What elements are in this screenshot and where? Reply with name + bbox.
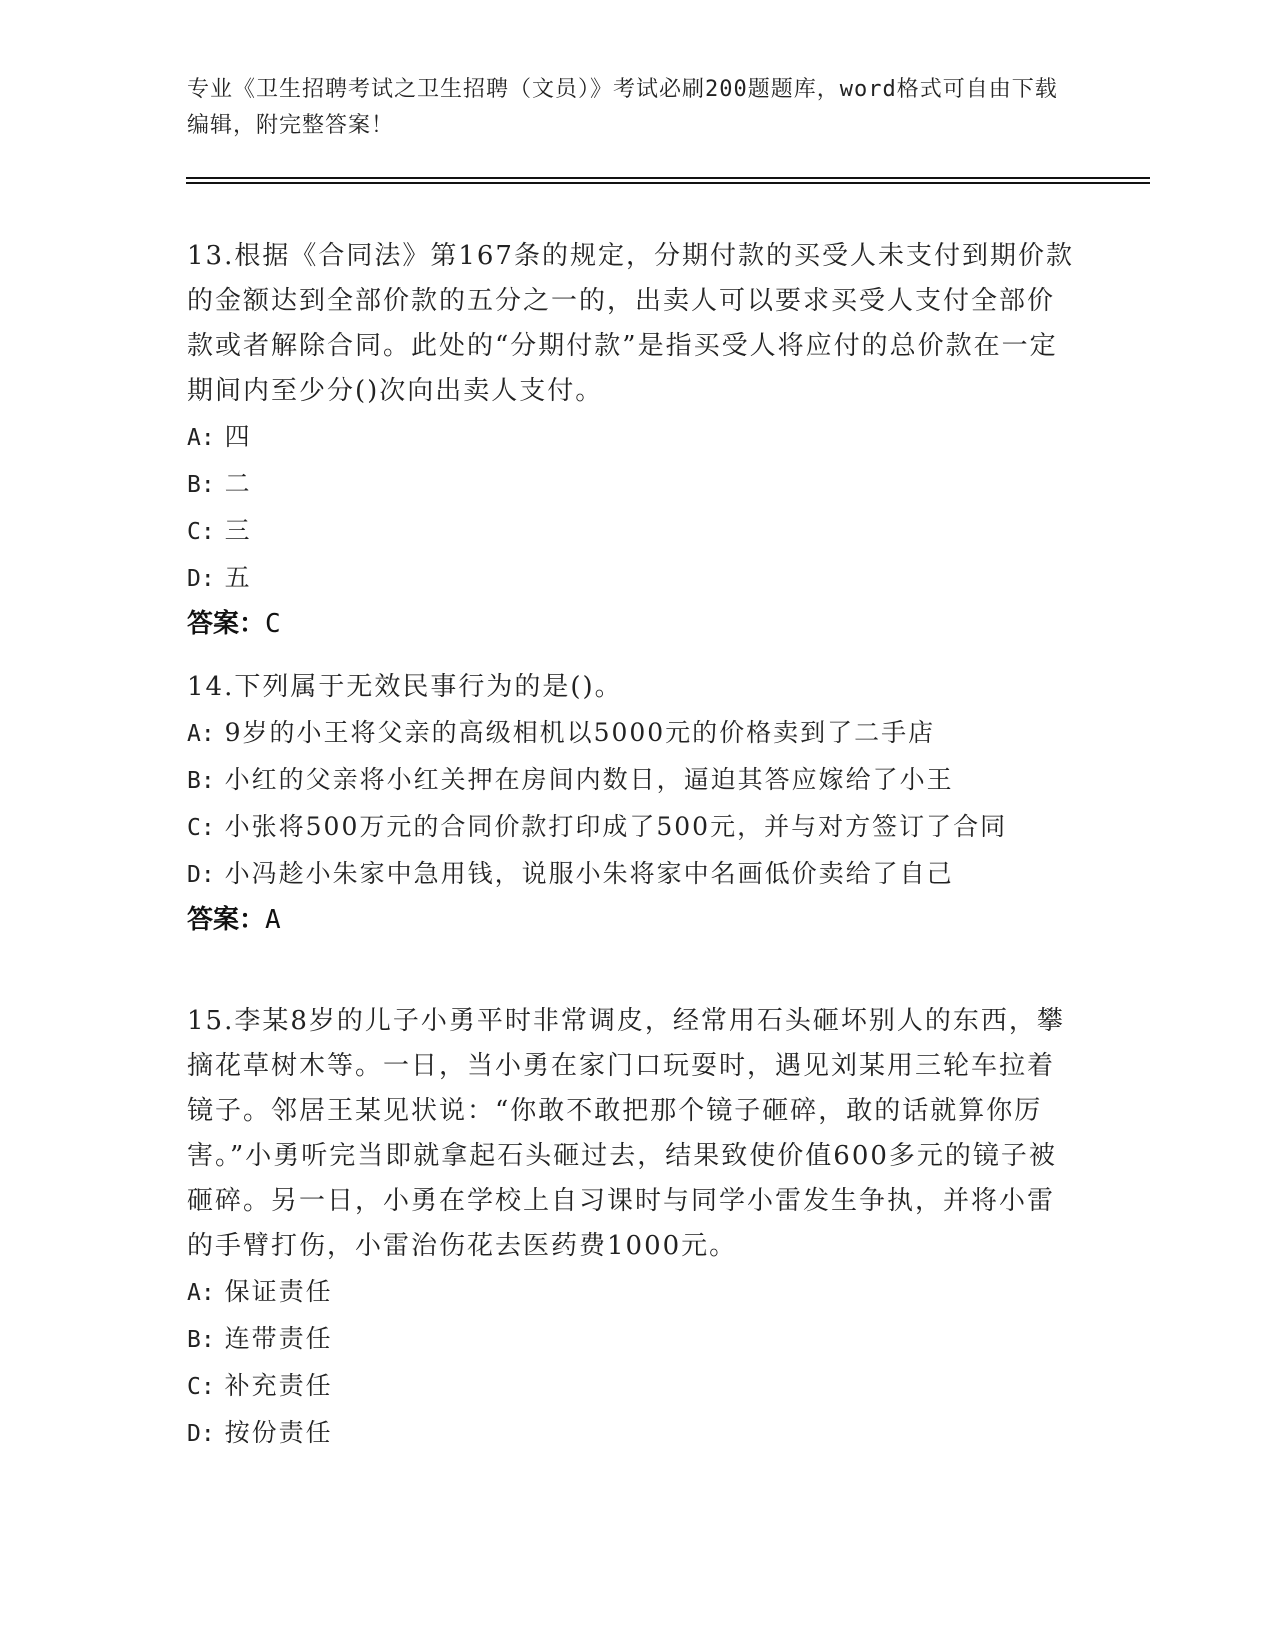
answer-label: 答案：: [187, 905, 266, 935]
question-14: [187, 665, 1077, 943]
option-b: [187, 461, 1077, 508]
option-text: 保证责任: [224, 1277, 333, 1306]
option-a: [187, 414, 1077, 461]
option-text: 二: [224, 469, 252, 498]
answer-label: 答案：: [187, 609, 266, 639]
option-b: [187, 757, 1077, 804]
option-key: A:: [187, 721, 215, 747]
option-a: [187, 1269, 1077, 1316]
option-c: [187, 804, 1077, 851]
option-key: D:: [187, 566, 215, 592]
answer-line: [187, 602, 1077, 647]
option-b: [187, 1316, 1077, 1363]
answer-value: A: [265, 905, 281, 935]
option-key: D:: [187, 1421, 215, 1447]
option-d: [187, 555, 1077, 602]
option-key: A:: [187, 1280, 215, 1306]
option-key: D:: [187, 862, 215, 888]
option-text: 补充责任: [224, 1371, 333, 1400]
option-key: B:: [187, 472, 215, 498]
option-text: 五: [224, 563, 252, 592]
option-text: 连带责任: [224, 1324, 333, 1353]
option-d: [187, 1410, 1077, 1457]
header-rule-bottom: [186, 182, 1150, 184]
option-key: C:: [187, 1374, 215, 1400]
option-d: [187, 851, 1077, 898]
question-15: [187, 999, 1077, 1457]
question-stem: 15.李某8岁的儿子小勇平时非常调皮，经常用石头砸坏别人的东西，攀摘花草树木等。一日，当小勇在家门口玩耍时，遇见刘某用三轮车拉着镜子。邻居王某见状说：“你敢不敢把那个镜子砸碎，敢的话就算你厉害。”小勇听完当即就拿起石头砸过去，结果致使价值600多元的镜子被砸碎。另一日，小勇在学校上自习课时与同学小雷发生争执，并将小雷的手臂打伤，小雷治伤花去医药费1000元。: [187, 1006, 1065, 1261]
option-text: 小冯趁小朱家中急用钱，说服小朱将家中名画低价卖给了自己: [224, 859, 954, 888]
answer-value: C: [265, 609, 281, 639]
option-text: 9岁的小王将父亲的高级相机以5000元的价格卖到了二手店: [224, 718, 936, 747]
option-key: B:: [187, 768, 215, 794]
option-c: [187, 508, 1077, 555]
option-text: 三: [224, 516, 252, 545]
question-stem: 14.下列属于无效民事行为的是()。: [187, 672, 623, 702]
option-text: 小张将500万元的合同价款打印成了500元，并与对方签订了合同: [224, 812, 1008, 841]
option-text: 按份责任: [224, 1418, 333, 1447]
question-stem: 13.根据《合同法》第167条的规定，分期付款的买受人未支付到期价款的金额达到全部价款的五分之一的，出卖人可以要求买受人支付全部价款或者解除合同。此处的“分期付款”是指买受人将应付的总价款在一定期间内至少分()次向出卖人支付。: [187, 241, 1074, 406]
answer-line: [187, 898, 1077, 943]
option-key: A:: [187, 425, 215, 451]
option-key: C:: [187, 815, 215, 841]
option-c: [187, 1363, 1077, 1410]
option-text: 四: [224, 422, 252, 451]
option-key: B:: [187, 1327, 215, 1353]
option-a: [187, 710, 1077, 757]
option-text: 小红的父亲将小红关押在房间内数日，逼迫其答应嫁给了小王: [224, 765, 954, 794]
header-rule-top: [186, 177, 1150, 179]
question-13: [187, 234, 1077, 647]
option-key: C:: [187, 519, 215, 545]
document-header: 专业《卫生招聘考试之卫生招聘（文员）》考试必刷200题题库，word格式可自由下载编辑，附完整答案！: [187, 77, 1058, 138]
